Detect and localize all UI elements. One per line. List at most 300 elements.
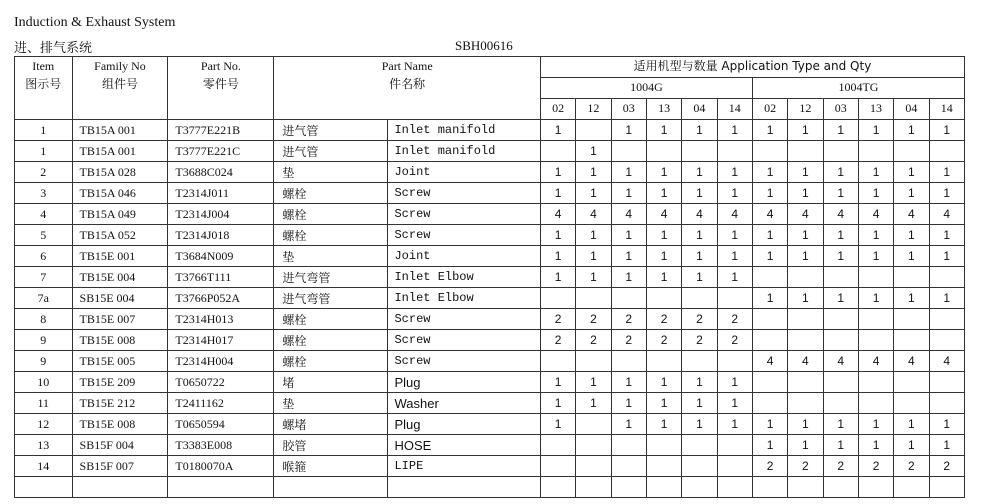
cell-qty [823,372,858,393]
cell-family-no: TB15E 007 [72,309,168,330]
cell-part-name-en: Screw [388,351,540,372]
cell-qty: 1 [540,414,575,435]
cell-part-name-en: Washer [388,393,540,414]
cell-qty: 1 [788,120,823,141]
cell-part-name-en: Joint [388,246,540,267]
subcolumn-header: 14 [929,99,964,120]
header-application-label: 适用机型与数量 Application Type and Qty [633,59,872,73]
cell-qty: 1 [858,120,893,141]
cell-part-name-en: Plug [388,414,540,435]
subcolumn-header: 14 [717,99,752,120]
cell-qty [858,372,893,393]
cell-part-name-cn: 螺栓 [274,183,388,204]
cell-qty: 1 [894,225,929,246]
cell-part-no: T3766P052A [168,288,274,309]
document-subtitle-cn: 进、排气系统 [14,41,93,56]
cell-part-name-cn: 螺栓 [274,204,388,225]
cell-item: 9 [15,330,73,351]
cell-part-no: T2314J011 [168,183,274,204]
cell-qty: 4 [894,204,929,225]
cell-qty: 2 [682,309,717,330]
document-title: Induction & Exhaust System [14,15,176,30]
cell-family-no: SB15F 004 [72,435,168,456]
cell-qty [823,141,858,162]
cell-qty: 1 [646,372,681,393]
cell-qty: 1 [717,162,752,183]
cell-part-no: T3777E221C [168,141,274,162]
cell-part-no: T3777E221B [168,120,274,141]
cell-qty: 1 [823,435,858,456]
cell-qty [929,393,964,414]
cell-qty: 1 [929,246,964,267]
cell-qty: 1 [752,414,787,435]
cell-family-no: TB15E 001 [72,246,168,267]
cell-qty [717,456,752,477]
cell-qty: 4 [929,351,964,372]
cell-item: 4 [15,204,73,225]
cell-qty [788,141,823,162]
cell-qty: 1 [576,246,611,267]
cell-part-name-en: Inlet manifold [388,141,540,162]
cell-qty: 1 [788,225,823,246]
cell-part-name-cn: 螺栓 [274,351,388,372]
cell-item: 1 [15,141,73,162]
cell-qty [752,393,787,414]
cell-qty [788,393,823,414]
subcolumn-header: 12 [576,99,611,120]
cell-qty: 4 [611,204,646,225]
cell-qty: 1 [646,183,681,204]
cell-item: 11 [15,393,73,414]
cell-part-name-en [388,477,540,498]
subcolumn-header: 02 [752,99,787,120]
cell-family-no: TB15A 052 [72,225,168,246]
cell-part-name-cn: 堵 [274,372,388,393]
cell-qty [576,288,611,309]
cell-qty: 1 [929,435,964,456]
cell-qty: 1 [611,120,646,141]
cell-qty [611,435,646,456]
table-row [15,267,965,288]
cell-qty: 1 [823,225,858,246]
cell-qty [576,435,611,456]
cell-qty: 1 [788,246,823,267]
cell-qty: 1 [682,162,717,183]
cell-qty [929,477,964,498]
cell-part-name-cn: 垫 [274,393,388,414]
cell-qty [717,288,752,309]
cell-qty [929,330,964,351]
table-body [15,120,965,498]
subcolumn-header: 13 [858,99,893,120]
cell-qty [540,288,575,309]
cell-qty [682,288,717,309]
cell-part-name-cn: 进气管 [274,120,388,141]
cell-qty: 1 [576,393,611,414]
table-row [15,204,965,225]
cell-qty [894,477,929,498]
cell-qty: 1 [788,435,823,456]
cell-family-no: SB15E 004 [72,288,168,309]
cell-qty: 1 [752,162,787,183]
cell-item: 1 [15,120,73,141]
cell-qty: 1 [929,120,964,141]
cell-part-name-cn: 螺栓 [274,225,388,246]
cell-qty: 2 [682,330,717,351]
cell-qty: 1 [823,414,858,435]
cell-qty: 1 [540,120,575,141]
cell-qty: 1 [929,414,964,435]
cell-qty: 1 [540,183,575,204]
cell-qty: 4 [823,204,858,225]
cell-qty: 1 [646,120,681,141]
cell-qty: 4 [646,204,681,225]
cell-qty: 1 [858,225,893,246]
cell-qty [646,477,681,498]
cell-part-name-en: Plug [388,372,540,393]
cell-qty: 2 [823,456,858,477]
cell-qty: 1 [611,372,646,393]
cell-qty: 1 [717,120,752,141]
cell-item: 10 [15,372,73,393]
cell-family-no: TB15E 212 [72,393,168,414]
cell-qty: 1 [929,183,964,204]
cell-qty: 1 [611,225,646,246]
cell-qty [576,477,611,498]
cell-part-name-cn [274,477,388,498]
cell-qty: 1 [646,414,681,435]
cell-qty [646,141,681,162]
cell-qty: 1 [929,162,964,183]
table-row [15,477,965,498]
cell-qty [717,477,752,498]
cell-qty [752,309,787,330]
cell-part-name-cn: 进气弯管 [274,288,388,309]
table-row [15,435,965,456]
cell-qty: 1 [894,120,929,141]
header-name-cn: 件名称 [389,77,426,91]
cell-qty: 1 [646,246,681,267]
cell-qty [540,477,575,498]
cell-qty: 1 [717,414,752,435]
cell-family-no: TB15A 046 [72,183,168,204]
cell-qty [540,435,575,456]
cell-qty: 1 [540,162,575,183]
cell-qty [823,477,858,498]
cell-qty: 1 [611,162,646,183]
cell-qty: 4 [929,204,964,225]
cell-qty [894,372,929,393]
cell-qty: 1 [576,162,611,183]
cell-qty: 1 [540,372,575,393]
cell-part-no: T2314H017 [168,330,274,351]
cell-qty: 1 [823,246,858,267]
cell-qty [858,309,893,330]
cell-qty: 2 [576,330,611,351]
cell-part-name-cn: 喉箍 [274,456,388,477]
cell-qty: 1 [894,435,929,456]
cell-qty [682,351,717,372]
table-row [15,120,965,141]
cell-qty [576,120,611,141]
cell-qty: 1 [823,162,858,183]
cell-item: 14 [15,456,73,477]
cell-qty: 2 [858,456,893,477]
subcolumn-header: 04 [894,99,929,120]
cell-qty: 2 [717,309,752,330]
cell-qty: 1 [576,141,611,162]
cell-qty [646,351,681,372]
cell-qty: 2 [717,330,752,351]
cell-qty: 1 [682,267,717,288]
cell-qty [858,330,893,351]
cell-family-no: TB15E 008 [72,330,168,351]
subcolumn-header: 12 [788,99,823,120]
cell-qty: 1 [717,393,752,414]
cell-qty: 1 [717,267,752,288]
cell-part-no: T3684N009 [168,246,274,267]
cell-qty: 1 [823,288,858,309]
cell-qty: 1 [646,267,681,288]
cell-qty: 1 [682,183,717,204]
cell-qty: 4 [788,351,823,372]
cell-qty: 4 [576,204,611,225]
cell-part-name-cn: 进气弯管 [274,267,388,288]
table-row [15,372,965,393]
cell-family-no: TB15E 008 [72,414,168,435]
table-row [15,414,965,435]
cell-part-no: T2411162 [168,393,274,414]
cell-qty: 2 [540,309,575,330]
cell-part-name-en: Inlet manifold [388,120,540,141]
cell-qty [611,288,646,309]
cell-part-name-en: Screw [388,330,540,351]
cell-item: 3 [15,183,73,204]
cell-qty [894,393,929,414]
cell-qty: 1 [788,183,823,204]
cell-part-name-en: Screw [388,225,540,246]
cell-qty: 1 [752,225,787,246]
cell-qty: 2 [611,330,646,351]
cell-qty: 2 [894,456,929,477]
cell-qty: 1 [823,120,858,141]
cell-part-name-en: Inlet Elbow [388,288,540,309]
cell-part-name-en: HOSE [388,435,540,456]
cell-qty [611,456,646,477]
cell-qty [646,435,681,456]
cell-qty [682,141,717,162]
cell-part-name-cn: 胶管 [274,435,388,456]
cell-item: 2 [15,162,73,183]
cell-qty [788,309,823,330]
cell-qty [929,372,964,393]
table-row [15,246,965,267]
cell-qty [823,330,858,351]
cell-qty: 1 [894,414,929,435]
cell-qty: 1 [788,162,823,183]
cell-qty: 1 [717,246,752,267]
cell-qty [858,141,893,162]
cell-part-no: T2314H013 [168,309,274,330]
cell-qty: 1 [894,162,929,183]
cell-qty: 2 [788,456,823,477]
cell-qty: 2 [540,330,575,351]
cell-qty: 1 [717,225,752,246]
cell-qty: 4 [682,204,717,225]
header-item [15,57,73,120]
cell-qty [823,393,858,414]
document-code: SBH00616 [455,38,513,53]
cell-qty: 2 [611,309,646,330]
cell-qty: 1 [682,246,717,267]
cell-part-no: T3383E008 [168,435,274,456]
cell-qty: 1 [576,267,611,288]
cell-qty [646,288,681,309]
cell-part-no: T0650722 [168,372,274,393]
cell-qty [858,393,893,414]
cell-qty [929,141,964,162]
cell-qty: 1 [752,120,787,141]
cell-qty: 1 [717,183,752,204]
cell-qty [682,477,717,498]
cell-part-name-en: Screw [388,309,540,330]
cell-family-no: TB15E 004 [72,267,168,288]
header-family [72,57,168,120]
header-family-en: Family No [94,59,146,73]
cell-qty: 1 [752,183,787,204]
cell-item: 8 [15,309,73,330]
cell-qty [752,141,787,162]
cell-qty: 1 [823,183,858,204]
cell-part-name-cn: 进气管 [274,141,388,162]
cell-part-no: T2314J018 [168,225,274,246]
subcolumn-header: 03 [611,99,646,120]
cell-part-name-cn: 螺堵 [274,414,388,435]
cell-qty: 1 [788,288,823,309]
cell-qty: 1 [894,183,929,204]
table-row [15,225,965,246]
table-row [15,330,965,351]
cell-qty [611,351,646,372]
cell-part-name-en: Inlet Elbow [388,267,540,288]
cell-qty [788,267,823,288]
cell-qty [540,351,575,372]
cell-qty: 2 [752,456,787,477]
cell-qty: 1 [858,288,893,309]
cell-qty [682,456,717,477]
cell-qty: 1 [894,246,929,267]
table-row [15,393,965,414]
cell-item: 5 [15,225,73,246]
cell-qty: 1 [894,288,929,309]
cell-qty [576,456,611,477]
cell-part-no: T0650594 [168,414,274,435]
table-row [15,141,965,162]
cell-qty: 1 [929,288,964,309]
cell-qty: 4 [540,204,575,225]
cell-qty: 4 [858,204,893,225]
cell-qty: 4 [752,351,787,372]
cell-qty: 1 [858,183,893,204]
cell-qty: 1 [646,393,681,414]
cell-qty [540,456,575,477]
table-row [15,183,965,204]
cell-part-name-en: Screw [388,183,540,204]
cell-qty [894,141,929,162]
cell-family-no: TB15E 005 [72,351,168,372]
cell-qty [788,330,823,351]
header-family-cn: 组件号 [101,77,138,91]
subcolumn-header: 13 [646,99,681,120]
cell-qty [611,477,646,498]
cell-item: 7 [15,267,73,288]
cell-qty [929,267,964,288]
cell-qty: 1 [752,246,787,267]
cell-qty: 1 [858,414,893,435]
header-application [540,57,964,78]
cell-qty [717,435,752,456]
header-name [274,57,541,120]
header-item-en: Item [32,59,55,73]
header-part-en: Part No. [200,59,241,73]
cell-qty: 1 [682,414,717,435]
cell-qty: 1 [611,183,646,204]
cell-part-name-en: Screw [388,204,540,225]
cell-qty: 2 [929,456,964,477]
cell-qty: 1 [682,393,717,414]
cell-qty: 1 [611,246,646,267]
cell-item: 9 [15,351,73,372]
cell-qty [858,267,893,288]
cell-qty: 4 [717,204,752,225]
subcolumn-header: 02 [540,99,575,120]
cell-qty [576,351,611,372]
cell-part-name-cn: 螺栓 [274,330,388,351]
cell-item: 13 [15,435,73,456]
cell-item: 7a [15,288,73,309]
cell-qty: 1 [540,246,575,267]
cell-qty [646,456,681,477]
header-name-en: Part Name [381,59,433,73]
cell-qty: 1 [682,225,717,246]
cell-qty [823,267,858,288]
header-part [168,57,274,120]
cell-qty: 2 [576,309,611,330]
cell-qty: 1 [788,414,823,435]
cell-qty: 1 [682,120,717,141]
cell-item: 6 [15,246,73,267]
cell-qty [540,141,575,162]
cell-part-no: T3766T111 [168,267,274,288]
cell-part-name-cn: 螺栓 [274,309,388,330]
table-row [15,456,965,477]
cell-qty: 1 [717,372,752,393]
cell-family-no: TB15E 209 [72,372,168,393]
cell-part-name-cn: 垫 [274,246,388,267]
cell-qty [858,477,893,498]
cell-qty [894,330,929,351]
table-row [15,162,965,183]
cell-family-no: TB15A 001 [72,120,168,141]
cell-family-no: TB15A 001 [72,141,168,162]
table-row [15,351,965,372]
cell-qty: 1 [752,288,787,309]
cell-qty: 1 [611,267,646,288]
cell-qty [717,351,752,372]
cell-item [15,477,73,498]
cell-qty [611,141,646,162]
cell-qty: 1 [858,162,893,183]
